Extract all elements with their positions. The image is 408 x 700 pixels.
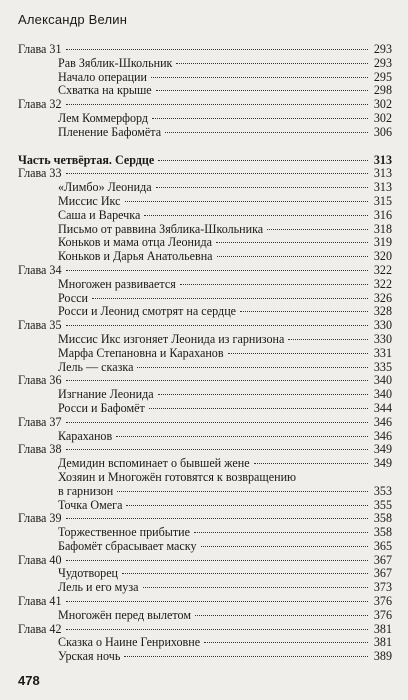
toc-entry-page: 293 — [373, 55, 392, 70]
toc-entry-title: Коньков и Дарья Анатольевна — [58, 249, 213, 264]
dot-leader — [66, 448, 368, 450]
dot-leader — [66, 48, 368, 50]
toc-entry-page: 344 — [373, 400, 392, 415]
toc-entry-page: 302 — [373, 110, 392, 125]
dot-leader — [195, 614, 368, 616]
dot-leader — [152, 117, 368, 119]
toc-section-entry — [18, 278, 392, 292]
toc-entry-title: Начало операции — [58, 69, 147, 84]
dot-leader — [143, 586, 369, 588]
toc-entry-page: 313 — [373, 152, 392, 167]
toc-entry-page: 306 — [373, 124, 392, 139]
toc-entry-page: 365 — [373, 538, 392, 553]
toc-entry-title: Урская ночь — [58, 649, 121, 664]
toc-entry-page: 322 — [373, 276, 392, 291]
toc-section-entry — [18, 250, 392, 264]
toc-entry-page: 381 — [373, 635, 392, 650]
dot-leader — [125, 200, 369, 202]
toc-entry-title: Точка Омега — [58, 497, 123, 512]
dot-leader — [66, 517, 368, 519]
toc-section-entry — [18, 499, 392, 513]
toc-entry-page: 346 — [373, 414, 392, 429]
toc-entry-title: Многожён перед вылетом — [58, 607, 192, 622]
toc-entry-title: Марфа Степановна и Караханов — [58, 345, 224, 360]
toc-entry-page: 313 — [373, 166, 392, 181]
toc-section-entry — [18, 402, 392, 416]
toc-section-entry — [18, 305, 392, 319]
toc-chapter-entry — [18, 264, 392, 278]
toc-entry-title: Глава 39 — [18, 511, 62, 526]
page-number: 478 — [18, 673, 40, 688]
toc-entry-title: Торжественное прибытие — [58, 525, 191, 540]
toc-entry-title: Лель — сказка — [58, 359, 134, 374]
toc-entry-title: Схватка на крыше — [58, 83, 152, 98]
toc-entry-title: Росси и Бафомёт — [58, 400, 145, 415]
toc-entry-page: 319 — [373, 235, 392, 250]
toc-section-entry — [18, 540, 392, 554]
toc-entry-title: Многожен развивается — [58, 276, 176, 291]
toc-entry-page: 295 — [373, 69, 392, 84]
toc-entry-page: 316 — [373, 207, 392, 222]
toc-entry-page: 340 — [373, 373, 392, 388]
dot-leader — [165, 131, 368, 133]
dot-leader — [66, 324, 368, 326]
toc-entry-page: 373 — [373, 580, 392, 595]
toc-entry-title: Миссис Икс изгоняет Леонида из гарнизона — [58, 331, 285, 346]
toc-section-entry — [18, 223, 392, 237]
toc-section-main — [18, 154, 392, 664]
section-gap — [18, 140, 392, 154]
toc-entry-page: 331 — [373, 345, 392, 360]
dot-leader — [201, 545, 368, 547]
dot-leader — [66, 103, 368, 105]
toc-section-entry — [18, 636, 392, 650]
dot-leader — [151, 76, 368, 78]
toc-entry-title: Росси и Леонид смотрят на сердце — [58, 304, 237, 319]
dot-leader — [149, 407, 368, 409]
toc-entry-page: 313 — [373, 180, 392, 195]
toc-entry-page: 376 — [373, 594, 392, 609]
dot-leader — [288, 338, 368, 340]
dot-leader — [116, 435, 368, 437]
toc-entry-title: Глава 41 — [18, 594, 62, 609]
toc-entry-title: Глава 32 — [18, 97, 62, 112]
toc-entry-page: 367 — [373, 552, 392, 567]
dot-leader — [156, 89, 368, 91]
toc-section-entry — [18, 457, 392, 471]
toc-entry-title: Росси — [58, 290, 88, 305]
toc-entry-page: 381 — [373, 621, 392, 636]
toc-chapter-entry — [18, 98, 392, 112]
toc-entry-page: 349 — [373, 456, 392, 471]
dot-leader — [217, 255, 368, 257]
dot-leader — [92, 297, 368, 299]
toc-section-entry — [18, 71, 392, 85]
toc-section-entry — [18, 526, 392, 540]
dot-leader — [156, 186, 368, 188]
toc-chapter-entry — [18, 595, 392, 609]
toc-entry-page: 349 — [373, 442, 392, 457]
toc-entry-title: Часть четвёртая. Сердце — [18, 152, 155, 167]
toc-section-entry — [18, 333, 392, 347]
dot-leader — [176, 62, 368, 64]
toc-entry-title: Глава 31 — [18, 42, 62, 56]
dot-leader — [194, 531, 368, 533]
toc-entry-page: 353 — [373, 483, 392, 498]
dot-leader — [267, 228, 368, 230]
toc-entry-page: 330 — [373, 331, 392, 346]
toc-chapter-entry — [18, 374, 392, 388]
dot-leader — [126, 504, 368, 506]
toc-entry-page: 302 — [373, 97, 392, 112]
toc-entry-title: Письмо от раввина Зяблика-Школьника — [58, 221, 264, 236]
dot-leader — [240, 310, 368, 312]
toc-section-entry — [18, 581, 392, 595]
running-head-author: Александр Велин — [18, 12, 128, 27]
dot-leader — [254, 462, 368, 464]
toc-section-entry — [18, 209, 392, 223]
dot-leader — [204, 641, 368, 643]
toc-section-entry — [18, 292, 392, 306]
dot-leader — [216, 241, 368, 243]
toc-part-entry — [18, 154, 392, 168]
toc-entry-title: Глава 38 — [18, 442, 62, 457]
toc-entry-title: Изгнание Леонида — [58, 387, 154, 402]
dot-leader — [124, 655, 368, 657]
toc-entry-page: 340 — [373, 387, 392, 402]
dot-leader — [158, 393, 368, 395]
dot-leader — [66, 421, 368, 423]
toc-section-entry — [18, 195, 392, 209]
toc-section-entry — [18, 430, 392, 444]
toc-section-entry — [18, 347, 392, 361]
dot-leader — [66, 628, 368, 630]
toc-chapter-entry — [18, 416, 392, 430]
toc-entry-title: Караханов — [58, 428, 113, 443]
dot-leader — [66, 269, 368, 271]
toc-entry-title: «Лимбо» Леонида — [58, 180, 152, 195]
dot-leader — [137, 366, 368, 368]
toc-entry-page: 326 — [373, 290, 392, 305]
toc-entry-page: 318 — [373, 221, 392, 236]
toc-entry-page: 322 — [373, 262, 392, 277]
dot-leader — [66, 172, 368, 174]
toc-entry-title: Пленение Бафомёта — [58, 124, 162, 139]
toc-section-entry — [18, 567, 392, 581]
toc-entry-title: Лель и его муза — [58, 580, 139, 595]
toc-section-entry — [18, 471, 392, 485]
toc-section-entry — [18, 485, 392, 499]
toc-entry-title: Глава 34 — [18, 262, 62, 277]
toc-entry-title: Глава 40 — [18, 552, 62, 567]
toc-entry-title: Чудотворец — [58, 566, 119, 581]
toc-entry-page: 358 — [373, 525, 392, 540]
toc-entry-page: 376 — [373, 607, 392, 622]
toc-entry-page: 367 — [373, 566, 392, 581]
toc-section-entry — [18, 181, 392, 195]
toc-entry-page: 346 — [373, 428, 392, 443]
toc-section-top — [18, 43, 392, 140]
toc-chapter-entry — [18, 443, 392, 457]
dot-leader — [158, 159, 368, 161]
toc-entry-title: Коньков и мама отца Леонида — [58, 235, 212, 250]
toc-chapter-entry — [18, 319, 392, 333]
toc-entry-page: 389 — [373, 649, 392, 664]
toc-section-entry — [18, 84, 392, 98]
toc-entry-title: Глава 33 — [18, 166, 62, 181]
toc-entry-page: 330 — [373, 318, 392, 333]
toc-section-entry — [18, 236, 392, 250]
toc-entry-title: Глава 35 — [18, 318, 62, 333]
dot-leader — [117, 490, 368, 492]
toc-chapter-entry — [18, 512, 392, 526]
dot-leader — [180, 283, 368, 285]
toc-entry-title: Глава 36 — [18, 373, 62, 388]
toc-entry-title: Рав Зяблик-Школьник — [58, 55, 173, 70]
toc-section-entry — [18, 361, 392, 375]
toc-entry-page: 355 — [373, 497, 392, 512]
dot-leader — [144, 214, 368, 216]
toc-entry-page: 358 — [373, 511, 392, 526]
toc-section-entry — [18, 609, 392, 623]
toc-chapter-entry — [18, 623, 392, 637]
table-of-contents — [18, 43, 392, 664]
dot-leader — [66, 559, 368, 561]
toc-chapter-entry — [18, 554, 392, 568]
toc-section-entry — [18, 112, 392, 126]
toc-section-entry — [18, 388, 392, 402]
toc-entry-title: Сказка о Наине Генриховне — [58, 635, 201, 650]
toc-chapter-entry — [18, 167, 392, 181]
toc-entry-title: Бафомёт сбрасывает маску — [58, 538, 197, 553]
dot-leader — [122, 572, 368, 574]
toc-entry-title: Хозяин и Многожён готовятся к возвращению — [58, 469, 297, 484]
toc-section-entry — [18, 57, 392, 71]
toc-entry-page: 320 — [373, 249, 392, 264]
dot-leader — [66, 379, 368, 381]
dot-leader — [66, 600, 368, 602]
toc-entry-page: 315 — [373, 193, 392, 208]
toc-entry-title: Саша и Варечка — [58, 207, 141, 222]
toc-entry-page: 293 — [373, 42, 392, 56]
dot-leader — [228, 352, 368, 354]
toc-entry-page: 298 — [373, 83, 392, 98]
toc-entry-page: 335 — [373, 359, 392, 374]
toc-entry-title: Лем Коммерфорд — [58, 110, 149, 125]
toc-entry-title: Демидин вспоминает о бывшей жене — [58, 456, 250, 471]
toc-entry-title: Глава 37 — [18, 414, 62, 429]
toc-entry-title: Миссис Икс — [58, 193, 121, 208]
toc-section-entry — [18, 650, 392, 664]
toc-chapter-entry — [18, 43, 392, 57]
toc-entry-title: Глава 42 — [18, 621, 62, 636]
toc-section-entry — [18, 126, 392, 140]
toc-entry-page: 328 — [373, 304, 392, 319]
toc-entry-title: в гарнизон — [58, 483, 114, 498]
